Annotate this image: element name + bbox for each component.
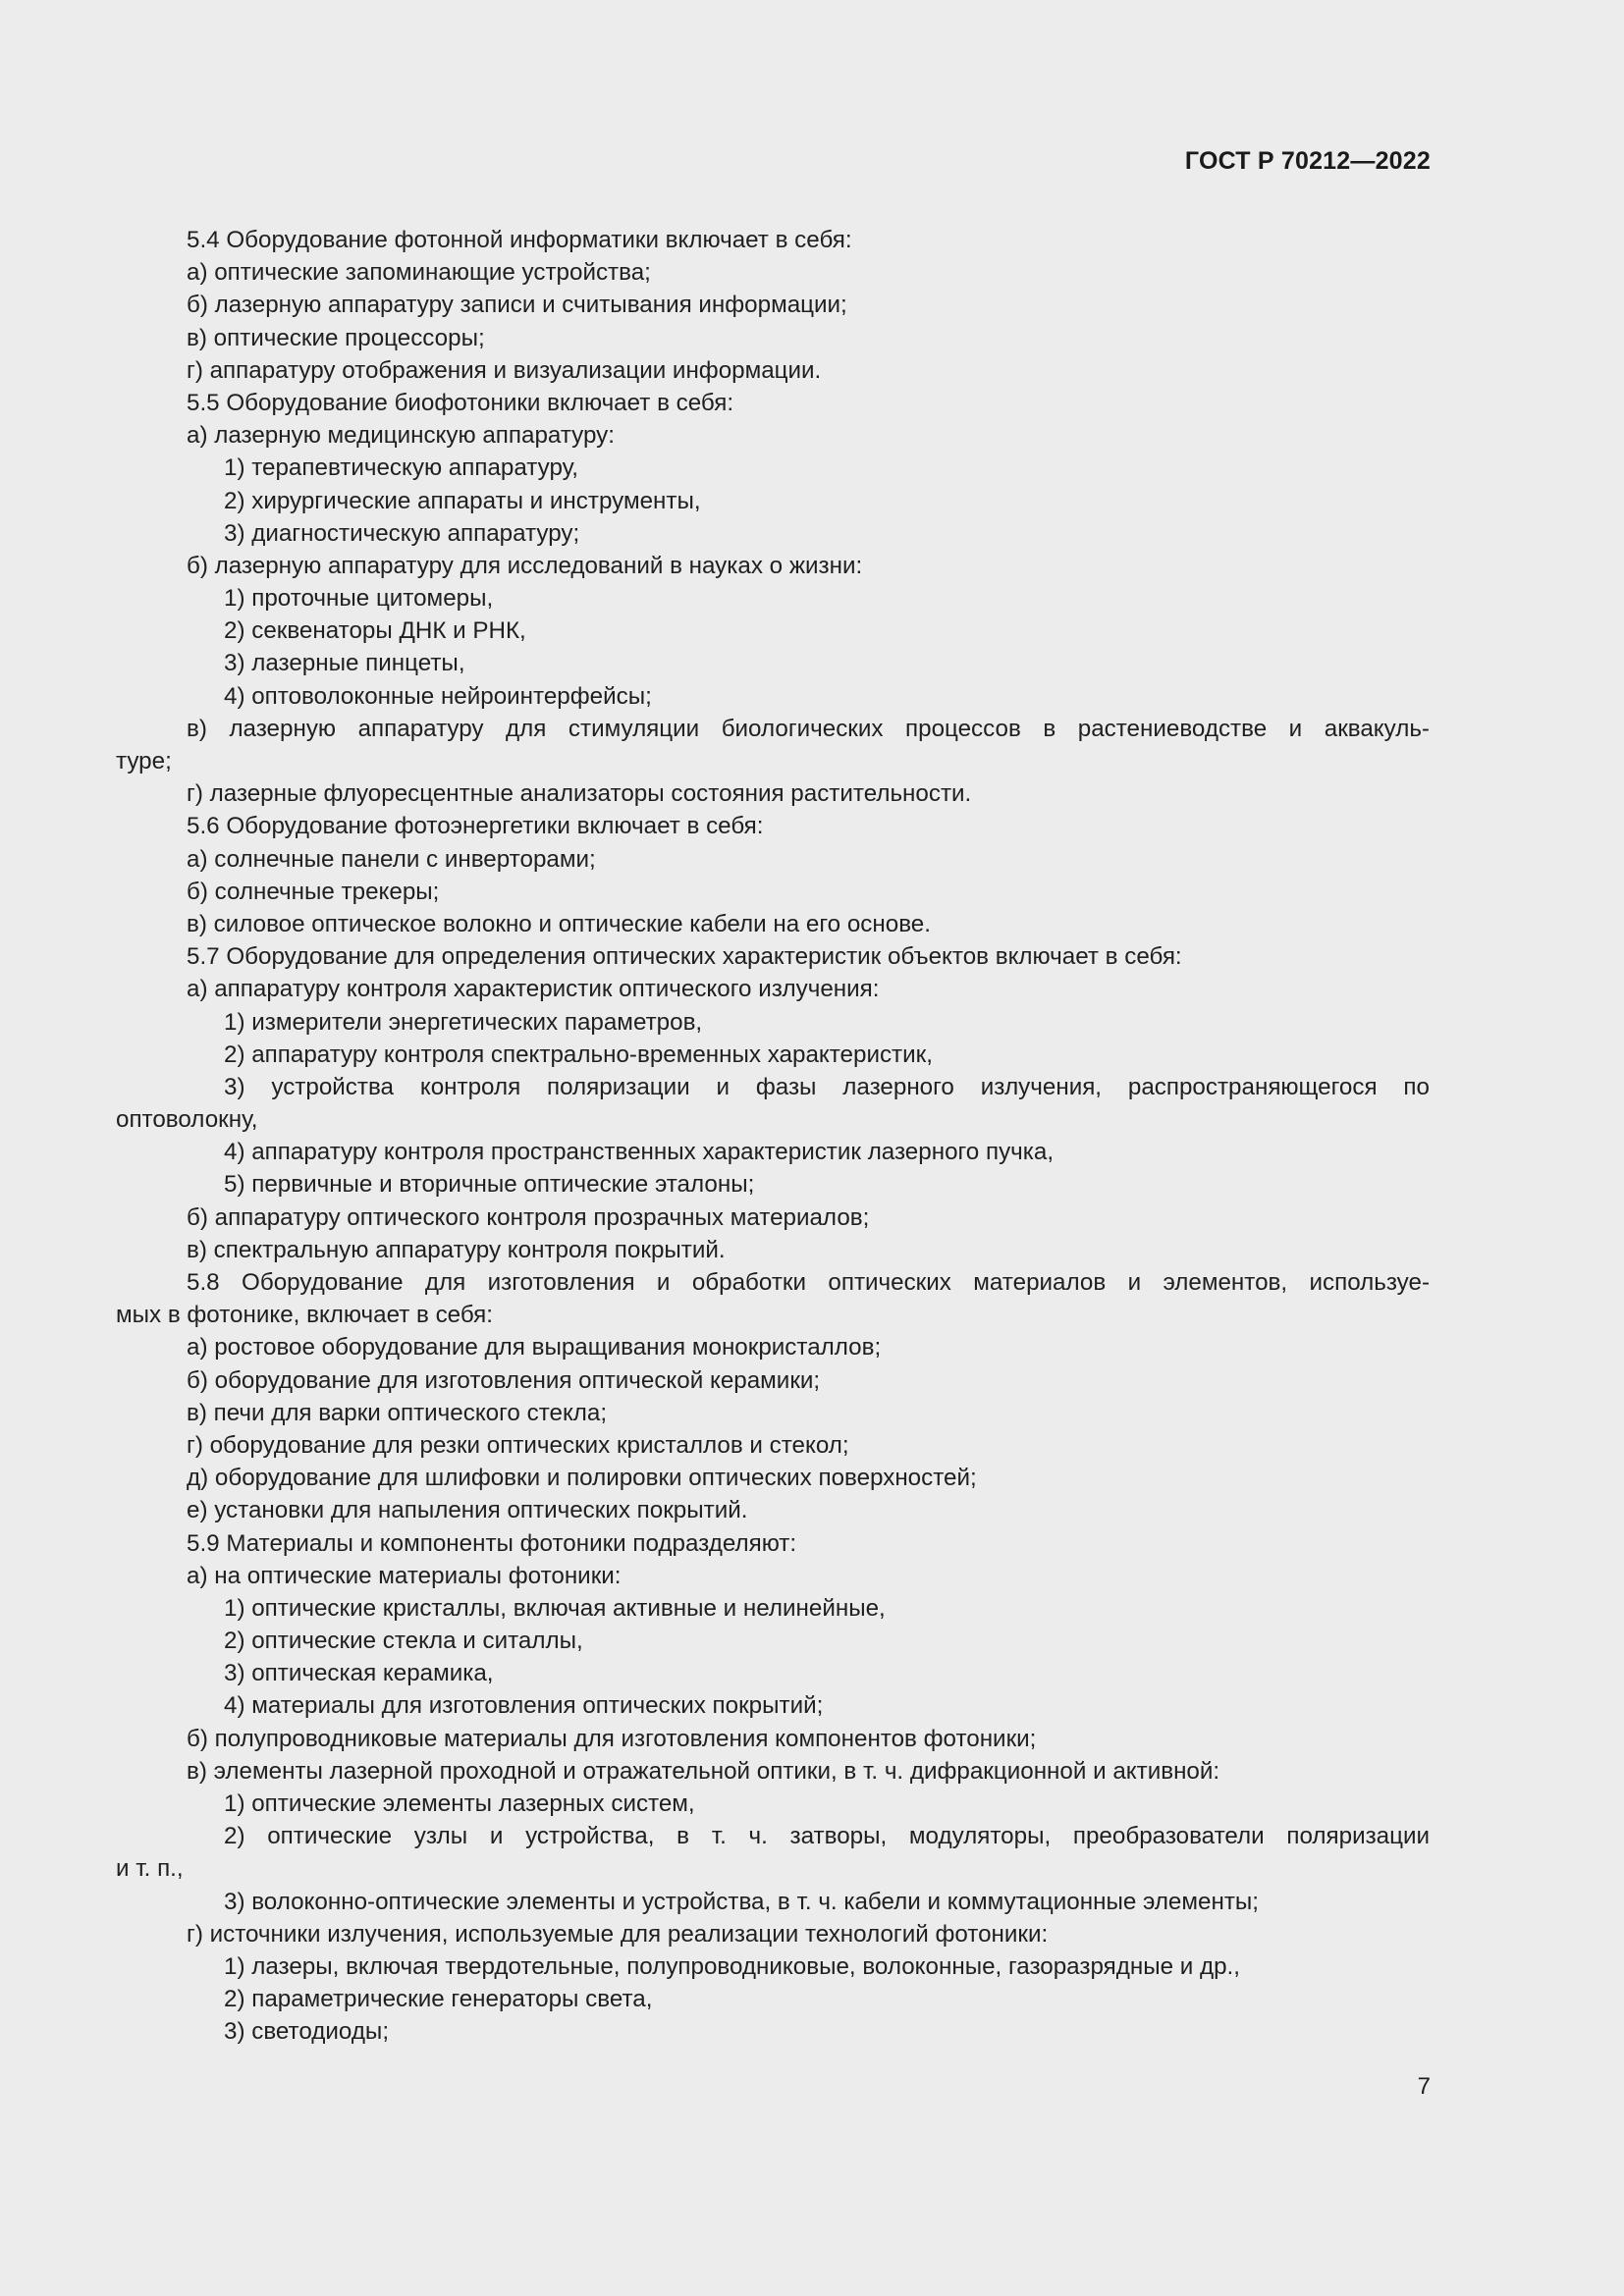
text-line: 1) измерители энергетических параметров, — [224, 1008, 703, 1036]
text-line: 4) аппаратуру контроля пространственных характеристик лазерного пучка, — [224, 1139, 1055, 1166]
text-line: в) спектральную аппаратуру контроля покрытий. — [187, 1236, 726, 1263]
text-line: 1) проточные цитомеры, — [224, 585, 494, 613]
text-line: 1) лазеры, включая твердотельные, полупроводниковые, волоконные, газоразрядные и др., — [224, 1953, 1240, 1980]
text-line: 3) диагностическую аппаратуру; — [224, 519, 580, 547]
text-line: 3) волоконно-оптические элементы и устройства, в т. ч. кабели и коммутационные элементы; — [224, 1888, 1260, 1915]
text-line: в) печи для варки оптического стекла; — [187, 1399, 608, 1426]
text-line: 3) лазерные пинцеты, — [224, 650, 465, 677]
text-line: 1) оптические элементы лазерных систем, — [224, 1790, 695, 1818]
text-line: 2) секвенаторы ДНК и РНК, — [224, 617, 526, 645]
text-line: и т. п., — [116, 1855, 184, 1883]
text-line: г) аппаратуру отображения и визуализации информации. — [187, 356, 822, 384]
text-line: мых в фотонике, включает в себя: — [116, 1302, 493, 1329]
text-line: 5.5 Оборудование биофотоники включает в себя: — [187, 389, 734, 416]
text-line: б) лазерную аппаратуру для исследований в науках о жизни: — [187, 552, 863, 579]
text-line: 1) оптические кристаллы, включая активные и нелинейные, — [224, 1594, 886, 1622]
text-line: 3) оптическая керамика, — [224, 1660, 494, 1687]
text-line: б) солнечные трекеры; — [187, 878, 440, 905]
text-line: 2) хирургические аппараты и инструменты, — [224, 487, 701, 514]
text-line: а) солнечные панели с инверторами; — [187, 845, 596, 873]
text-line: 5) первичные и вторичные оптические эталоны; — [224, 1171, 755, 1199]
text-line: 3) устройства контроля поляризации и фазы лазерного излучения, распространяющегося по — [224, 1073, 1430, 1100]
document-header-id: ГОСТ Р 70212—2022 — [1184, 147, 1431, 175]
text-line: г) источники излучения, используемые для реализации технологий фотоники: — [187, 1920, 1049, 1948]
text-line: б) лазерную аппаратуру записи и считывания информации; — [187, 292, 847, 319]
text-line: а) на оптические материалы фотоники: — [187, 1562, 622, 1589]
text-line: 5.6 Оборудование фотоэнергетики включает в себя: — [187, 813, 764, 840]
text-line: 5.4 Оборудование фотонной информатики включает в себя: — [187, 227, 852, 253]
text-line: а) оптические запоминающие устройства; — [187, 259, 651, 287]
text-line: 2) оптические стекла и ситаллы, — [224, 1628, 583, 1655]
text-line: б) полупроводниковые материалы для изготовления компонентов фотоники; — [187, 1725, 1037, 1752]
text-line: е) установки для напыления оптических покрытий. — [187, 1497, 748, 1524]
text-line: 5.9 Материалы и компоненты фотоники подразделяют: — [187, 1529, 797, 1557]
text-line: в) оптические процессоры; — [187, 324, 485, 351]
text-line: в) силовое оптическое волокно и оптические кабели на его основе. — [187, 910, 931, 937]
text-line: 2) параметрические генераторы света, — [224, 1986, 653, 2013]
text-line: в) лазерную аппаратуру для стимуляции биологических процессов в растениеводстве и аквакуль- — [187, 715, 1430, 742]
page-number: 7 — [1417, 2073, 1431, 2100]
text-line: а) ростовое оборудование для выращивания монокристаллов; — [187, 1334, 882, 1362]
text-line: г) оборудование для резки оптических кристаллов и стекол; — [187, 1431, 849, 1459]
document-body — [116, 224, 1430, 2049]
text-line: в) элементы лазерной проходной и отражательной оптики, в т. ч. дифракционной и активной: — [187, 1757, 1220, 1785]
text-line: 4) материалы для изготовления оптических покрытий; — [224, 1692, 824, 1720]
text-line: оптоволокну, — [116, 1106, 258, 1134]
text-line: а) аппаратуру контроля характеристик оптического излучения: — [187, 976, 880, 1003]
text-line: 2) аппаратуру контроля спектрально-временных характеристик, — [224, 1041, 933, 1068]
text-line: 3) светодиоды; — [224, 2018, 390, 2046]
text-line: 5.8 Оборудование для изготовления и обработки оптических материалов и элементов, используе- — [187, 1269, 1430, 1297]
text-line: 2) оптические узлы и устройства, в т. ч. затворы, модуляторы, преобразователи поляризации — [224, 1823, 1430, 1850]
text-line: д) оборудование для шлифовки и полировки оптических поверхностей; — [187, 1465, 977, 1492]
text-line: туре; — [116, 748, 172, 775]
text-line: 4) оптоволоконные нейроинтерфейсы; — [224, 682, 652, 710]
text-line: б) оборудование для изготовления оптической керамики; — [187, 1366, 821, 1394]
text-line: 5.7 Оборудование для определения оптических характеристик объектов включает в себя: — [187, 943, 1182, 971]
text-line: г) лазерные флуоресцентные анализаторы состояния растительности. — [187, 780, 972, 808]
text-line: а) лазерную медицинскую аппаратуру: — [187, 422, 615, 450]
text-line: б) аппаратуру оптического контроля прозрачных материалов; — [187, 1203, 870, 1231]
text-line: 1) терапевтическую аппаратуру, — [224, 454, 579, 482]
